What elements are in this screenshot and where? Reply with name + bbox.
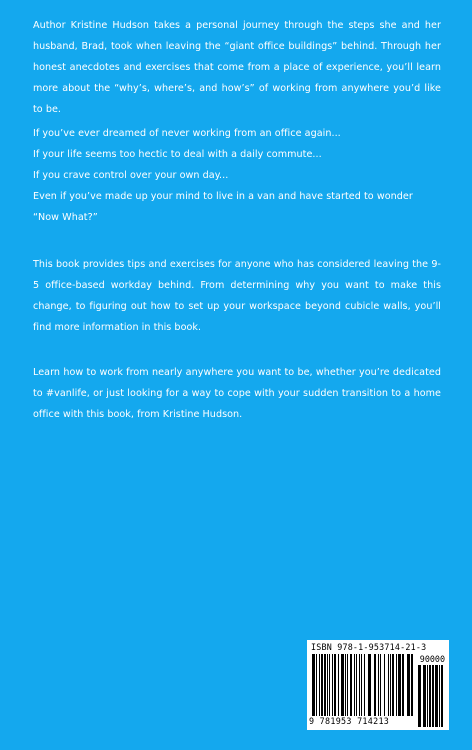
barcode-bar — [329, 654, 330, 716]
barcode-bar — [332, 654, 333, 716]
barcode-bar — [345, 654, 346, 716]
barcode-bar — [384, 654, 385, 716]
description-paragraph-2 — [33, 123, 441, 228]
barcode-bar — [388, 654, 389, 716]
barcode-bar — [427, 665, 428, 727]
addon-barcode-bars — [417, 665, 445, 727]
question-line-3: If you crave control over your own day... — [33, 170, 229, 181]
addon-bars-graphic — [417, 665, 445, 727]
isbn-label: ISBN 978-1-953714-21-3 — [311, 642, 427, 652]
barcode-bar — [418, 665, 421, 727]
description-paragraph-3: This book provides tips and exercises for anyone who has considered leaving the 9-5 office-based workday behind. From determining why you want to make this change, to figuring out how to set up your workspace beyond cubicle walls, you’ll find more information in this book. — [33, 259, 441, 333]
barcode-bar — [364, 654, 365, 716]
description-paragraph-1: Author Kristine Hudson takes a personal journey through the steps she and her husband, Brad, took when leaving the “giant office buildings” behind. Through her honest anecdotes and exercises that come from a place of experience, you’ll learn more about the “why’s, where’s, and how’s” of working from anywhere you’d like to be. — [33, 20, 441, 115]
barcode-bar — [347, 654, 348, 716]
barcode-bar — [374, 654, 376, 716]
barcode-bar — [312, 654, 315, 716]
price-code: 90000 — [419, 654, 445, 664]
barcode-bar — [341, 654, 344, 716]
description-paragraph-4: Learn how to work from nearly anywhere you want to be, whether you’re dedicated to #vanlife, or just looking for a way to cope with your sudden transition to a home office with this book, from Kristine Hudson. — [33, 367, 441, 420]
barcode-bar — [411, 654, 413, 716]
barcode-bar — [356, 654, 357, 716]
barcode-bar — [380, 654, 381, 716]
barcode-bar — [390, 654, 391, 716]
barcode-bar — [354, 654, 355, 716]
barcode-bar — [321, 654, 323, 716]
barcode-bar — [338, 654, 339, 716]
barcode-bar — [396, 654, 397, 716]
ean-digits: 9 781953 714213 — [309, 716, 390, 726]
barcode-bar — [350, 654, 352, 716]
barcode-bar — [327, 654, 328, 716]
barcode-bar — [378, 654, 379, 716]
barcode-bar — [368, 654, 371, 716]
isbn-barcode — [307, 640, 449, 730]
barcode-bar — [319, 654, 320, 716]
ean-barcode-bars — [311, 654, 415, 716]
barcode-bar — [432, 665, 434, 727]
barcode-bar — [392, 654, 394, 716]
barcode-bar — [423, 665, 426, 727]
barcode-bar — [359, 654, 360, 716]
question-line-1: If you’ve ever dreamed of never working from an office again... — [33, 128, 341, 139]
barcode-bar — [334, 654, 336, 716]
question-line-4: Even if you’ve made up your mind to live in a van and have started to wonder “Now What?” — [33, 191, 413, 223]
barcode-bar — [407, 654, 410, 716]
barcode-bar — [439, 665, 440, 727]
barcode-bar — [402, 654, 404, 716]
barcode-bar — [361, 654, 362, 716]
barcode-bars-graphic — [311, 654, 415, 716]
barcode-bar — [441, 665, 443, 727]
barcode-bar — [435, 665, 438, 727]
barcode-bar — [398, 654, 401, 716]
question-line-2: If your life seems too hectic to deal with a daily commute... — [33, 149, 322, 160]
barcode-bar — [316, 654, 317, 716]
barcode-bar — [324, 654, 326, 716]
barcode-bar — [429, 665, 431, 727]
